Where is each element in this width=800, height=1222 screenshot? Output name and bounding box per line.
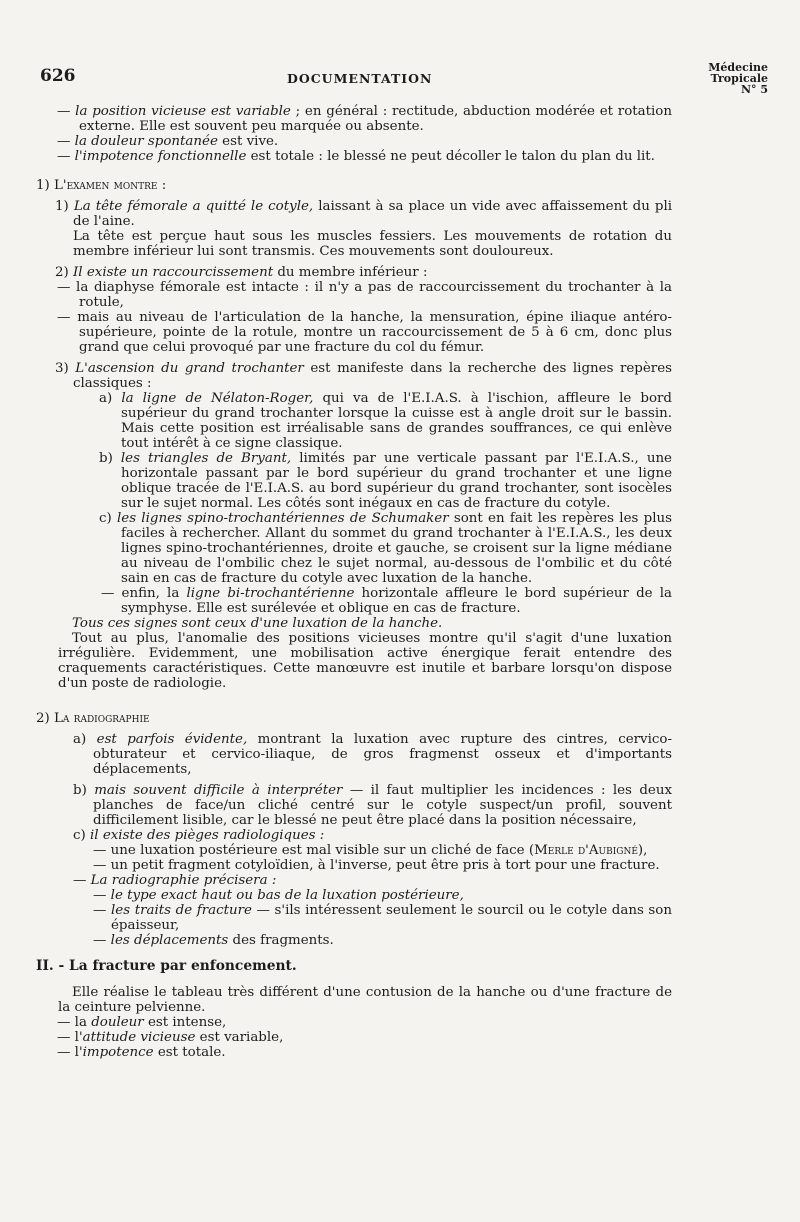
exam-item-3-c bbox=[36, 511, 672, 586]
exam-item-3-rest: est manifeste dans la recherche des lignes repères classiques : bbox=[73, 361, 672, 391]
exam-item-2-dash-2: — mais au niveau de l'articulation de la hanche, la mensuration, épine iliaque antéro-supérieure, pointe de la rotule, montre un raccourcissement de 5 à 6 cm, donc plus grand que celui provoqué par une fracture du col du fémur. bbox=[57, 310, 672, 355]
exam-item-2-dash-1-text: la diaphyse fémorale est intacte : il n'y a pas de raccourcissement du trochanter à la rotule, bbox=[76, 280, 673, 310]
journal-line-3: N° 5 bbox=[740, 83, 768, 96]
radio-item-c-dash-1: — une luxation postérieure est mal visible sur un cliché de face (Merle d'Aubigné), bbox=[93, 843, 648, 858]
journal-line-1: Médecine bbox=[708, 61, 768, 74]
exam-item-3-c-label: c) bbox=[99, 511, 112, 526]
radio-item-d-dash-2-italic: les traits de fracture bbox=[111, 903, 252, 918]
exam-item-2-italic: Il existe un raccourcissement bbox=[73, 265, 274, 280]
exam-item-3-a-italic: la ligne de Nélaton-Roger, bbox=[121, 391, 314, 406]
exam-item-3-d-italic: ligne bi-trochantérienne bbox=[186, 586, 355, 601]
radio-item-c-dash-2-text: un petit fragment cotyloïdien, à l'inverse, peut être pris à tort pour une fracture. bbox=[110, 858, 660, 873]
exam-conclusion bbox=[36, 616, 672, 631]
exam-item-1-rest: laissant à sa place un vide avec affaissement du pli de l'aine. bbox=[73, 199, 673, 229]
exam-item-3-a bbox=[36, 391, 672, 451]
section-2-item-2-rest: est variable, bbox=[195, 1030, 284, 1045]
radio-item-b-italic: mais souvent difficile à interpréter bbox=[94, 783, 343, 798]
exam-item-3-italic: L'ascension du grand trochanter bbox=[75, 361, 304, 376]
intro-item-2: — la douleur spontanée est vive. bbox=[57, 134, 279, 149]
journal-label bbox=[688, 62, 768, 95]
exam-item-3-b-italic: les triangles de Bryant, bbox=[120, 451, 292, 466]
section-2-item-2-pre: l' bbox=[74, 1030, 83, 1045]
section-2-item-2: — l'attitude vicieuse est variable, bbox=[57, 1030, 284, 1045]
intro-item-1: — la position vicieuse est variable ; en général : rectitude, abduction modérée et rotation externe. Elle est souvent peu marquée ou absente. bbox=[57, 104, 672, 134]
radio-item-d: — La radiographie précisera : bbox=[73, 873, 277, 888]
section-2-item-3: — l'impotence est totale. bbox=[57, 1045, 226, 1060]
section-2-item-3-italic: impotence bbox=[82, 1045, 154, 1060]
exam-item-3-num: 3) bbox=[55, 361, 69, 376]
page-number: 626 bbox=[40, 66, 76, 86]
exam-item-3-b-label: b) bbox=[99, 451, 113, 466]
exam-item-2-dash-1: — la diaphyse fémorale est intacte : il n'y a pas de raccourcissement du trochanter à la rotule, bbox=[57, 280, 673, 310]
exam-item-2-num: 2) bbox=[55, 265, 69, 280]
exam-item-3-d-pre: enfin, la bbox=[121, 586, 187, 601]
running-title: DOCUMENTATION bbox=[287, 71, 433, 86]
radio-item-c-label: c) bbox=[73, 828, 86, 843]
exam-item-1-italic: La tête fémorale a quitté le cotyle, bbox=[73, 199, 314, 214]
exam-item-3-b bbox=[36, 451, 672, 511]
intro-item-2-italic: la douleur spontanée bbox=[74, 134, 218, 149]
section-2-item-1-italic: douleur bbox=[91, 1015, 144, 1030]
radio-item-d-dash-3-rest: des fragments. bbox=[228, 933, 334, 948]
exam-item-3 bbox=[36, 361, 672, 391]
radio-item-c-dash-1-pre: une luxation postérieure est mal visible sur un cliché de face ( bbox=[110, 843, 535, 858]
exam-item-1-num: 1) bbox=[55, 199, 69, 214]
exam-item-1 bbox=[36, 199, 672, 229]
intro-item-1-italic: la position vicieuse est variable bbox=[75, 104, 291, 119]
intro-item-1-rest: ; en général : rectitude, abduction modérée et rotation externe. Elle est souvent peu marquée ou absente. bbox=[79, 104, 672, 134]
exam-item-1-continued: La tête est perçue haut sous les muscles fessiers. Les mouvements de rotation du membre inférieur lui sont transmis. Ces mouvements sont douloureux. bbox=[73, 229, 672, 259]
radio-item-d-dash-3-italic: les déplacements bbox=[110, 933, 229, 948]
intro-item-3: — l'impotence fonctionnelle est totale : le blessé ne peut décoller le talon du plan du lit. bbox=[57, 149, 655, 164]
radio-heading-num: 2) bbox=[36, 711, 50, 726]
radio-item-d-dash-2: — les traits de fracture — s'ils intéressent seulement le sourcil ou le cotyle dans son épaisseur, bbox=[93, 903, 672, 933]
section-2-item-1-pre: la bbox=[74, 1015, 92, 1030]
radio-item-a-label: a) bbox=[73, 732, 87, 747]
section-2-intro: Elle réalise le tableau très différent d'une contusion de la hanche ou d'une fracture de la ceinture pelvienne. bbox=[58, 985, 672, 1015]
exam-item-2-dash-2-text: mais au niveau de l'articulation de la hanche, la mensuration, épine iliaque antéro-supérieure, pointe de la rotule, montre un raccourcissement de 5 à 6 cm, donc plus grand que celui provoqué par une fracture du col du fémur. bbox=[77, 310, 672, 355]
body-text bbox=[36, 104, 672, 1060]
exam-item-3-d-rest: horizontale affleure le bord supérieur de la symphyse. Elle est surélevée et oblique en cas de fracture. bbox=[121, 586, 672, 616]
radio-item-d-dash-2-rest: — s'ils intéressent seulement le sourcil ou le cotyle dans son épaisseur, bbox=[111, 903, 672, 933]
section-2-item-3-pre: l' bbox=[74, 1045, 83, 1060]
radio-item-d-dash-1-text: le type exact haut ou bas de la luxation postérieure, bbox=[110, 888, 464, 903]
section-2-item-2-italic: attitude vicieuse bbox=[82, 1030, 196, 1045]
radio-item-c-italic: il existe des pièges radiologiques : bbox=[90, 828, 325, 843]
intro-item-3-italic: l'impotence fonctionnelle bbox=[74, 149, 247, 164]
radio-item-c-dash-1-author: Merle d'Aubigné bbox=[534, 843, 638, 858]
radio-item-b-label: b) bbox=[73, 783, 87, 798]
exam-item-2 bbox=[36, 265, 672, 280]
exam-item-3-a-label: a) bbox=[99, 391, 113, 406]
radio-item-c bbox=[36, 828, 672, 843]
exam-item-3-b-rest: limités par une verticale passant par l'E.I.A.S., une horizontale passant par le bord supérieur du grand trochanter et une ligne oblique tracée de l'E.I.A.S. au bord supérieur du grand trochanter, sont isocèles sur le sujet normal. Les côtés sont inégaux en cas de fracture du cotyle. bbox=[121, 451, 672, 511]
exam-item-3-c-rest: sont en fait les repères les plus faciles à rechercher. Allant du sommet du grand trochanter à l'E.I.A.S., les deux lignes spino-trochantériennes, droite et gauche, se croisent sur la ligne médiane au niveau de l'ombilic chez le sujet normal, au-dessous de l'ombilic et du côté sain en cas de fracture du cotyle avec luxation de la hanche. bbox=[121, 511, 672, 586]
intro-item-2-rest: est vive. bbox=[217, 134, 279, 149]
exam-item-3-c-italic: les lignes spino-trochantériennes de Schumaker bbox=[116, 511, 449, 526]
section-2-title: II. - La fracture par enfoncement. bbox=[36, 958, 297, 974]
radio-item-b-rest: — il faut multiplier les incidences : les deux planches de face/un cliché centré sur le cotyle suspect/un profil, souvent difficilement lisible, car le blessé ne peut être placé dans la position nécessaire, bbox=[93, 783, 672, 828]
radio-item-a-rest: montrant la luxation avec rupture des cintres, cervico-obturateur et cervico-iliaque, de gros fragmenst osseux et d'importants déplacements, bbox=[93, 732, 672, 777]
intro-item-3-rest: est totale : le blessé ne peut décoller le talon du plan du lit. bbox=[246, 149, 655, 164]
radio-heading bbox=[36, 711, 672, 726]
radio-item-d-italic: La radiographie précisera : bbox=[90, 873, 277, 888]
exam-heading-text: L'examen montre : bbox=[54, 178, 167, 193]
section-2-item-1-rest: est intense, bbox=[143, 1015, 227, 1030]
exam-item-3-a-rest: qui va de l'E.I.A.S. à l'ischion, affleure le bord supérieur du grand trochanter lorsque la cuisse est à angle droit sur le bassin. Mais cette position est irréalisable sans de grandes souffrances, ce qui enlève tout intérêt à ce signe classique. bbox=[121, 391, 673, 451]
radio-item-d-dash-3: — les déplacements des fragments. bbox=[93, 933, 334, 948]
radio-item-a bbox=[36, 732, 672, 777]
exam-paragraph: Tout au plus, l'anomalie des positions vicieuses montre qu'il s'agit d'une luxation irrégulière. Evidemment, une mobilisation active énergique ferait entendre des craquements caractéristiques. Cette manœuvre est inutile et barbare lorsqu'on dispose d'un poste de radiologie. bbox=[58, 631, 672, 691]
exam-item-2-rest: du membre inférieur : bbox=[273, 265, 428, 280]
exam-heading-num: 1) bbox=[36, 178, 50, 193]
radio-item-c-dash-2: — un petit fragment cotyloïdien, à l'inverse, peut être pris à tort pour une fracture. bbox=[93, 858, 660, 873]
exam-item-3-d: — enfin, la ligne bi-trochantérienne horizontale affleure le bord supérieur de la symphyse. Elle est surélevée et oblique en cas de fracture. bbox=[101, 586, 672, 616]
section-2-item-1: — la douleur est intense, bbox=[57, 1015, 227, 1030]
radio-item-a-italic: est parfois évidente, bbox=[96, 732, 248, 747]
journal-line-2: Tropicale bbox=[710, 72, 768, 85]
exam-conclusion-text: Tous ces signes sont ceux d'une luxation de la hanche. bbox=[72, 616, 443, 631]
radio-heading-text: La radiographie bbox=[54, 711, 150, 726]
exam-heading bbox=[36, 178, 672, 193]
radio-item-d-dash-1: — le type exact haut ou bas de la luxation postérieure, bbox=[93, 888, 464, 903]
radio-item-c-dash-1-post: ), bbox=[637, 843, 648, 858]
section-2-item-3-rest: est totale. bbox=[153, 1045, 226, 1060]
radio-item-b bbox=[36, 783, 672, 828]
